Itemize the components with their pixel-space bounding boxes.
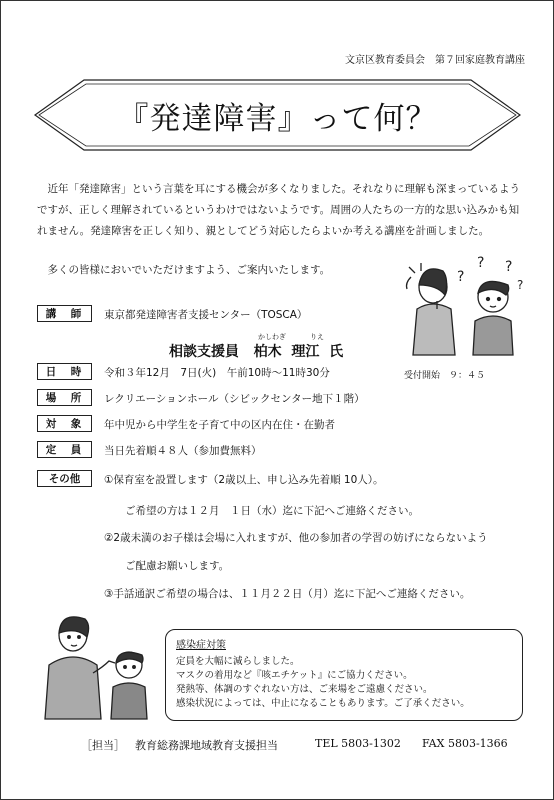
note-under-two-consideration: ご配慮お願いします。 <box>125 560 230 572</box>
contact-tel: TEL 5803-1302 <box>315 737 401 750</box>
svg-text:?: ? <box>505 259 513 275</box>
label-datetime: 日 時 <box>37 363 92 380</box>
banner-title: 『発達障害』って何？ <box>117 100 438 137</box>
lecturer-surname-ruby: かしわぎ <box>258 333 286 341</box>
label-lecturer: 講 師 <box>37 305 92 322</box>
event-target: 年中児から中学生を子育て中の区内在住・在勤者 <box>104 419 335 431</box>
svg-text:?: ? <box>457 269 465 285</box>
lecturer-given-name: 理江 <box>291 344 320 360</box>
infection-line-fever: 発熱等、体調のすぐれない方は、ご来場をご遠慮ください。 <box>176 684 433 695</box>
infection-measures-title: 感染症対策 <box>176 640 226 651</box>
lecturer-organization: 東京都発達障害者支援センター（TOSCA） <box>104 309 308 321</box>
infection-measures-box <box>165 629 523 721</box>
event-capacity: 当日先着順４８人（参加費無料） <box>104 445 262 457</box>
event-venue: レクリエーションホール（シビックセンター地下１階） <box>104 393 365 405</box>
mother-child-talking-icon <box>37 609 163 721</box>
label-target: 対 象 <box>37 415 92 432</box>
note-under-two: ②2歳未満のお子様は会場に入れますが、他の参加者の学習の妨げにならないよう <box>104 532 488 544</box>
infection-line-capacity: 定員を大幅に減らしました。 <box>176 656 300 667</box>
lecturer-given-ruby: りえ <box>310 333 324 341</box>
note-sign-language: ③手話通訳ご希望の場合は、１１月２２日（月）迄に下記へご連絡ください。 <box>104 588 471 600</box>
lecturer-surname: 柏木 <box>253 344 282 360</box>
svg-text:?: ? <box>517 278 524 292</box>
contact-label: ［担当］ <box>81 739 125 752</box>
reception-time: 受付開始 ９：４５ <box>404 371 486 381</box>
svg-text:?: ? <box>477 255 485 271</box>
infection-line-cancel: 感染状況によっては、中止になることもあります。ご了承ください。 <box>176 698 470 709</box>
lecturer-title: 相談支援員 <box>169 344 239 360</box>
note-childcare: ①保育室を設置します（2歳以上、申し込み先着順 10人）。 <box>104 474 384 486</box>
event-datetime: 令和３年12月 7日(火) 午前10時～11時30分 <box>104 367 330 379</box>
lecturer-name-line <box>169 341 343 361</box>
label-venue: 場 所 <box>37 389 92 406</box>
note-childcare-deadline: ご希望の方は１２月 １日（水）迄に下記へご連絡ください。 <box>125 505 419 517</box>
contact-fax: FAX 5803-1366 <box>422 737 508 750</box>
organizer-line: 文京区教育委員会 第７回家庭教育講座 <box>345 55 525 66</box>
infection-line-mask: マスクの着用など『咳エチケット』にご協力ください。 <box>176 670 413 681</box>
mother-child-confused-icon <box>393 249 533 357</box>
lecturer-honorific: 氏 <box>329 344 344 360</box>
intro-paragraph: 近年「発達障害」という言葉を耳にする機会が多くなりました。それなりに理解も深まっているようですが、正しく理解されているというわけではないようです。周囲の人たちの一方的な思い込みかも知れません。発達障害を正しく知り、親としてどう対応したらよいか考える講座を計画しました。 <box>37 183 520 237</box>
contact-department: 教育総務課地域教育支援担当 <box>135 739 278 752</box>
label-other: その他 <box>37 470 92 487</box>
label-capacity: 定 員 <box>37 441 92 458</box>
intro-invitation: 多くの皆様においでいただけますよう、ご案内いたします。 <box>47 264 331 276</box>
